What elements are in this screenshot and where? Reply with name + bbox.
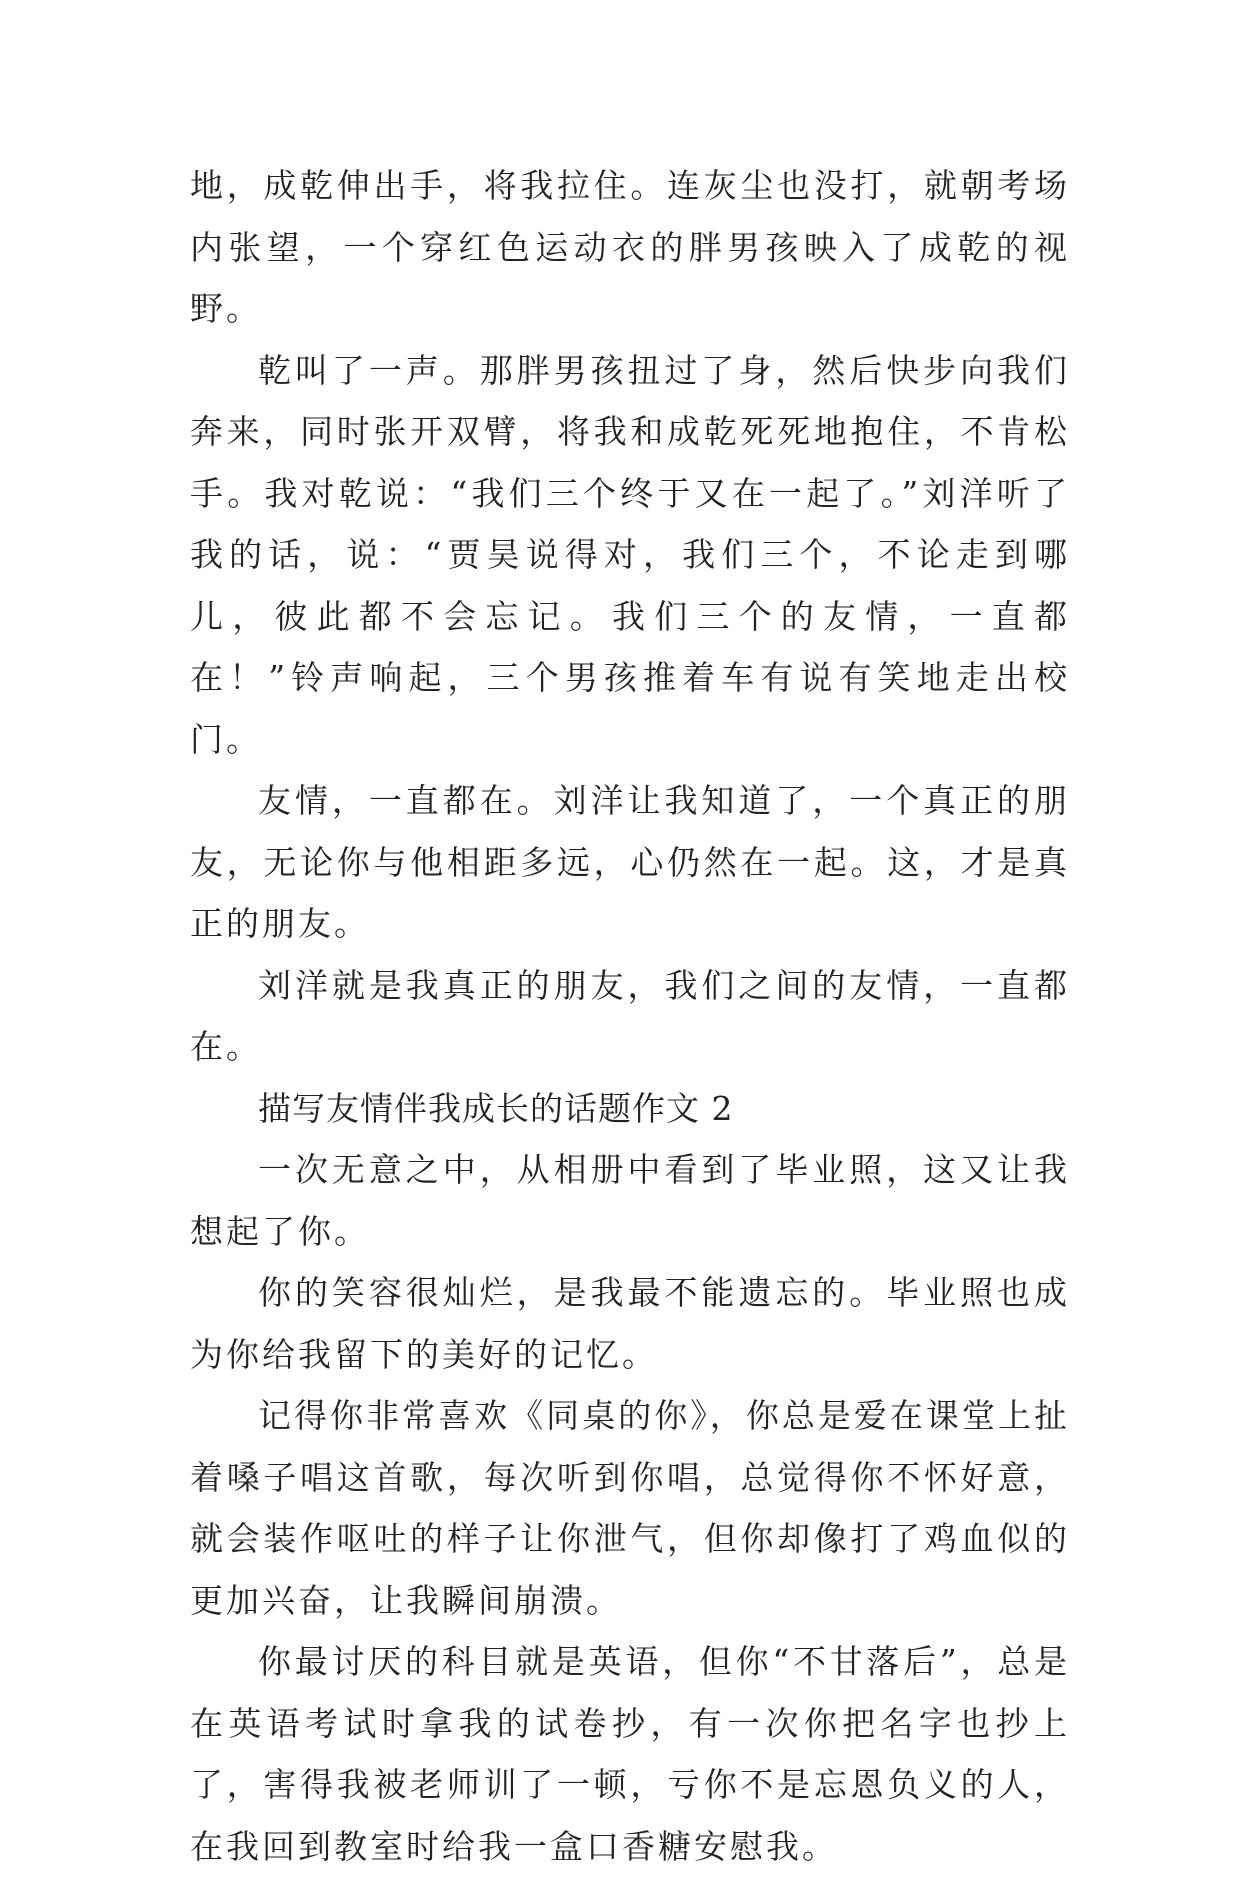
paragraph-graduation-photo: 一次无意之中，从相册中看到了毕业照，这又让我想起了你。 [190, 1150, 1070, 1251]
document-body [190, 155, 1070, 1877]
paragraph-friendship-meaning: 友情，一直都在。刘洋让我知道了，一个真正的朋友，无论你与他相距多远，心仍然在一起。这，才是真正的朋友。 [190, 781, 1070, 943]
paragraph-song: 记得你非常喜欢《同桌的你》，你总是爱在课堂上扯着嗓子唱这首歌，每次听到你唱，总觉得你不怀好意，就会装作呕吐的样子让你泄气，但你却像打了鸡血似的更加兴奋，让我瞬间崩溃。 [190, 1396, 1070, 1620]
paragraph-english-exam: 你最讨厌的科目就是英语，但你“不甘落后”，总是在英语考试时拿我的试卷抄，有一次你把名字也抄上了，害得我被老师训了一顿，亏你不是忘恩负义的人，在我回到教室时给我一盒口香糖安慰我。 [190, 1642, 1070, 1866]
paragraph-continuation: 地，成乾伸出手，将我拉住。连灰尘也没打，就朝考场内张望，一个穿红色运动衣的胖男孩映入了成乾的视野。 [190, 166, 1070, 328]
paragraph-true-friend: 刘洋就是我真正的朋友，我们之间的友情，一直都在。 [190, 965, 1070, 1066]
paragraph-reunion: 乾叫了一声。那胖男孩扭过了身，然后快步向我们奔来，同时张开双臂，将我和成乾死死地抱住，不肯松手。我对乾说：“我们三个终于又在一起了。”刘洋听了我的话，说：“贾昊说得对，我们三个，不论走到哪儿，彼此都不会忘记。我们三个的友情，一直都在！”铃声响起，三个男孩推着车有说有笑地走出校门。 [190, 350, 1070, 759]
paragraph-smile: 你的笑容很灿烂，是我最不能遗忘的。毕业照也成为你给我留下的美好的记忆。 [190, 1273, 1070, 1374]
essay-title: 描写友情伴我成长的话题作文 2 [258, 1088, 734, 1128]
